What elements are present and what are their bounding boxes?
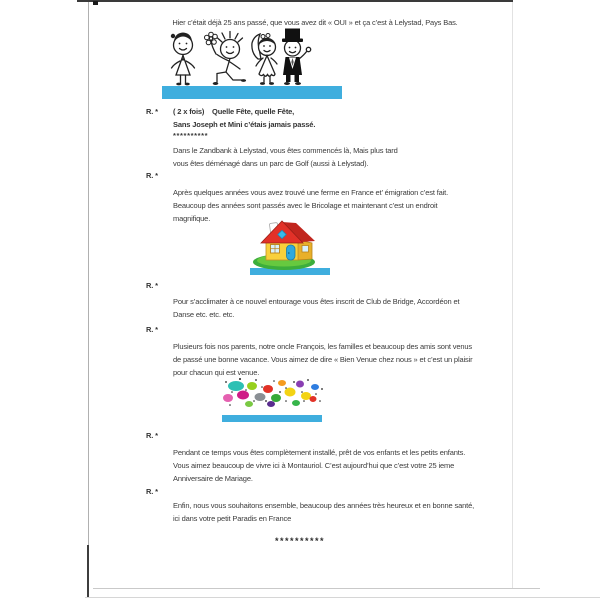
house-clipart xyxy=(246,214,334,276)
refrain-marker: R. * xyxy=(146,107,158,116)
paragraph-line: ici dans votre petit Paradis en France xyxy=(173,514,292,523)
paragraph-line: Anniversaire de Mariage. xyxy=(173,474,253,483)
paragraph-line: Vous aimez beaucoup de vivre ici à Montauriol. C’est aujourd’hui que c’est votre 25 ieme xyxy=(173,461,455,470)
paragraph-line: Dans le Zandbank à Lelystad, vous êtes commencés là, Mais plus tard xyxy=(173,146,398,155)
refrain-line-2: Sans Joseph et Mini c’étais jamais passé. xyxy=(173,120,316,129)
paragraph-line: Pour s’acclimater à ce nouvel entourage vous êtes inscrit de Club de Bridge, Accordéon et xyxy=(173,297,460,306)
sheet-left-edge xyxy=(88,2,89,588)
paragraph-line: de passé une bonne vacance. Vous aimez de dire « Bien Venue chez nous » et c’est un plaisir xyxy=(173,355,473,364)
paragraph-line: Plusieurs fois nos parents, notre oncle François, les familles et beaucoup des amis sont venus xyxy=(173,342,472,351)
refrain-marker: R. * xyxy=(146,171,158,180)
sheet-right-edge xyxy=(512,2,513,588)
paragraph-line: magnifique. xyxy=(173,214,211,223)
paragraph-line: Pendant ce temps vous êtes complètement installé, prêt de vos enfants et les petits enfants. xyxy=(173,448,466,457)
sheet-left-edge-dark xyxy=(87,545,89,598)
refrain-marker: R. * xyxy=(146,281,158,290)
paragraph-line: Après quelques années vous avez trouvé une ferme en France et’ émigration c’est fait. xyxy=(173,188,449,197)
sheet-bottom-shadow-line xyxy=(85,597,600,598)
refrain-marker: R. * xyxy=(146,431,158,440)
refrain-marker: R. * xyxy=(146,325,158,334)
wedding-clipart xyxy=(159,28,345,100)
paint-splatter-clipart xyxy=(216,374,334,424)
sheet-top-edge xyxy=(77,0,513,2)
blue-banner xyxy=(162,86,342,99)
paragraph-line: Danse etc. etc. etc. xyxy=(173,310,235,319)
blue-banner xyxy=(222,415,322,422)
sheet-bottom-edge xyxy=(93,588,540,589)
refrain-line-1: ( 2 x fois) Quelle Fête, quelle Fête, xyxy=(173,107,295,116)
refrain-marker: R. * xyxy=(146,487,158,496)
refrain-stars: ********** xyxy=(173,131,209,140)
closing-stars: ********** xyxy=(274,536,326,546)
intro-line: Hier c’était déjà 25 ans passé, que vous avez dit « OUI » et ça c’est à Lelystad, Pays Bas. xyxy=(172,18,458,27)
paragraph-line: Enfin, nous vous souhaitons ensemble, beaucoup des années très heureux et en bonne santé, xyxy=(173,501,475,510)
paragraph-line: pour chacun qui est venue. xyxy=(173,368,260,377)
paragraph-line: vous êtes déménagé dans un parc de Golf (aussi à Lelystad). xyxy=(173,159,369,168)
scan-artifact-mark xyxy=(93,1,98,5)
paragraph-line: Beaucoup des années sont passés avec le Bricolage et maintenant c’est un endroit xyxy=(173,201,438,210)
